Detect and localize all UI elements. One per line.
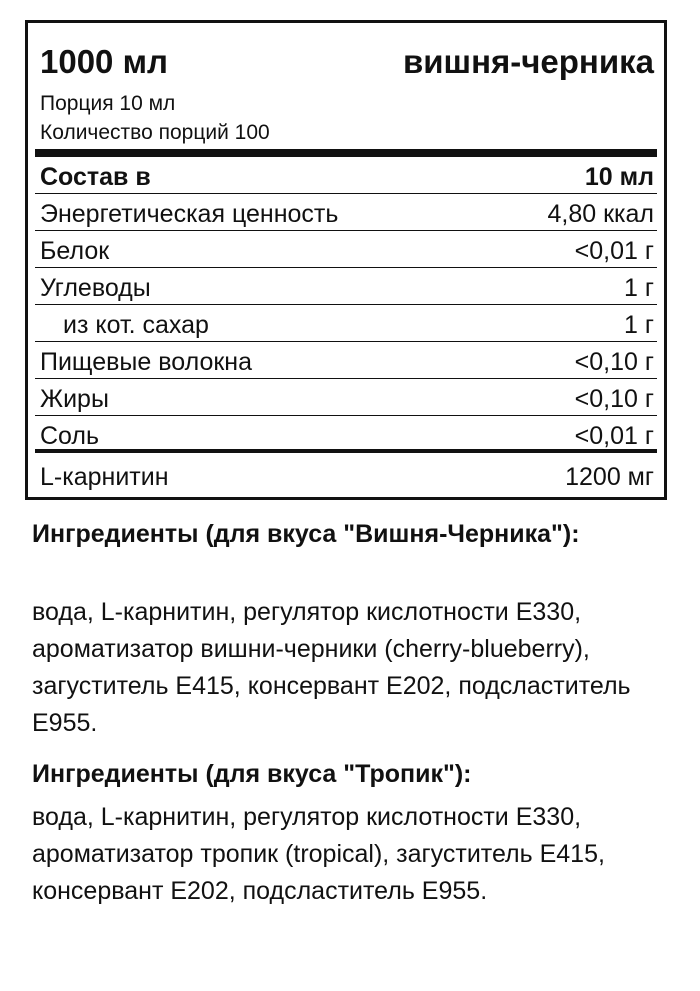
nutrient-name: Углеводы xyxy=(40,274,151,302)
nutrition-row-protein xyxy=(35,231,657,268)
servings-count: Количество порций 100 xyxy=(40,121,270,144)
nutrient-name: Жиры xyxy=(40,385,109,413)
ingredients-tropic-title: Ингредиенты (для вкуса "Тропик"): xyxy=(32,760,472,788)
nutrient-value: <0,10 г xyxy=(574,385,654,413)
nutrition-row-energy xyxy=(35,194,657,231)
nutrient-name: из кот. сахар xyxy=(63,311,209,339)
nutrition-row-carbs xyxy=(35,268,657,305)
ingredients-cherry-text: вода, L-карнитин, регулятор кислотности Е330, ароматизатор вишни-черники (cherry-blueberry), загуститель Е415, консервант Е202, подсластитель Е955. xyxy=(32,598,631,737)
nutrient-name: Пищевые волокна xyxy=(40,348,252,376)
nutrition-label xyxy=(25,20,667,500)
volume-text: 1000 мл xyxy=(40,43,168,80)
nutrient-name: L-карнитин xyxy=(40,463,169,491)
serving-size: Порция 10 мл xyxy=(40,92,176,115)
nutrient-value: 1 г xyxy=(624,311,654,339)
nutrition-header-label: Состав в xyxy=(40,163,151,191)
nutrient-value: <0,10 г xyxy=(574,348,654,376)
ingredients-tropic-text: вода, L-карнитин, регулятор кислотности Е330, ароматизатор тропик (tropical), загуститель Е415, консервант Е202, подсластитель Е955. xyxy=(32,803,605,905)
nutrition-row-carnitine xyxy=(35,453,657,493)
nutrient-name: Белок xyxy=(40,237,110,265)
nutrient-value: 1200 мг xyxy=(565,463,654,491)
ingredients-cherry-title: Ингредиенты (для вкуса "Вишня-Черника"): xyxy=(32,520,580,548)
divider xyxy=(35,149,657,157)
nutrition-table xyxy=(35,157,657,493)
nutrient-value: 1 г xyxy=(624,274,654,302)
nutrient-value: 4,80 ккал xyxy=(547,200,654,228)
nutrition-row-sugar xyxy=(35,305,657,342)
nutrient-value: <0,01 г xyxy=(574,422,654,450)
nutrition-row-fiber xyxy=(35,342,657,379)
flavor-text: вишня-черника xyxy=(402,43,654,80)
nutrition-row-fat xyxy=(35,379,657,416)
nutrition-row-salt xyxy=(35,416,657,453)
nutrition-header-value: 10 мл xyxy=(584,163,654,191)
nutrient-name: Энергетическая ценность xyxy=(40,200,339,228)
nutrient-value: <0,01 г xyxy=(574,237,654,265)
nutrition-header-row xyxy=(35,157,657,194)
nutrient-name: Соль xyxy=(40,422,100,450)
